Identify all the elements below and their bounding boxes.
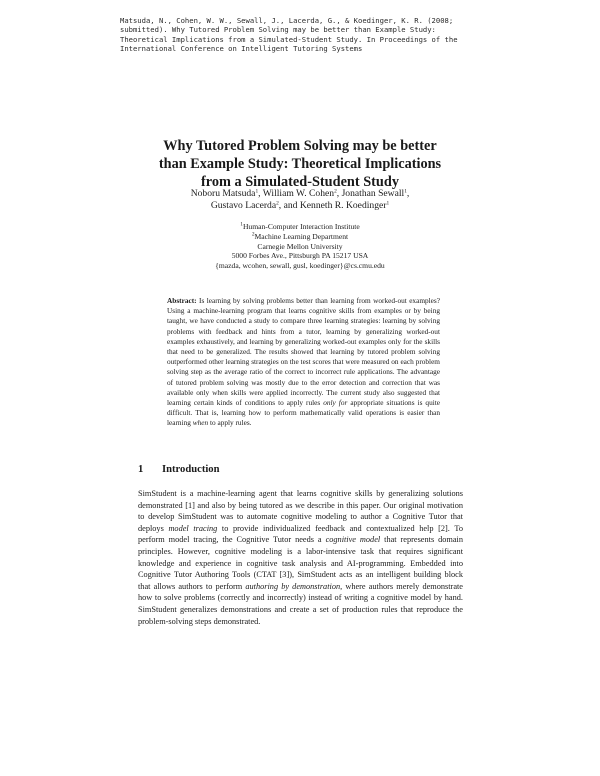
abstract [167, 296, 440, 429]
section-title: Introduction [162, 464, 220, 475]
affiliation-marker: 2 [334, 188, 337, 195]
author-list [120, 188, 480, 213]
affiliation-marker: 1 [240, 221, 243, 228]
abstract-emphasis: only for [323, 398, 348, 408]
author-name: Kenneth R. Koedinger [299, 200, 387, 212]
title-line: from a Simulated-Student Study [201, 174, 399, 190]
affiliation-marker: 2 [276, 200, 279, 207]
abstract-label: Abstract: [167, 296, 197, 305]
body-emphasis: authoring by demonstration [245, 581, 341, 591]
intro-paragraph [138, 488, 463, 627]
author-line-1 [120, 188, 480, 200]
affiliation-marker: 2 [251, 231, 255, 238]
author-name: Gustavo Lacerda [210, 200, 277, 212]
section-heading [138, 463, 468, 476]
author-separator: , and [278, 200, 300, 212]
paper-title [100, 137, 500, 191]
author-name: William W. Cohen [262, 188, 335, 199]
email-list: {mazda, wcohen, sewall, gusl, koedinger}@cs.cmu.edu [215, 261, 385, 271]
section-number: 1 [138, 464, 144, 475]
author-separator: , [406, 188, 410, 199]
body-text: to provide individualized feedback and contextualized help [2]. To perform model tracing, the Cognitive Tutor needs a [138, 523, 463, 545]
abstract-text: appropriate situations is quite difficult. That is, learning how to perform mathematically valid operations is easier than learning [167, 398, 441, 428]
abstract-text: Is learning by solving problems better than learning from worked-out examples? Using a machine-learning program that learns cognitive skills from examples or by being taught, we have conducted a study to compare three learning strategies: learning by solving problems with feedback and hints from a tutor, learning by generalizing worked-out examples exhaustively, and learning by generalizing worked-out examples only for the skills that need to be generalized. The results showed that learning by tutored problem solving outperformed other learning strategies on the test scores that were measured on each problem solving step as the average ratio of the correct to incorrect rule applications. The advantage of tutored problem solving was mostly due to the error detection and correction that was available only when skills were applied incorrectly. The current study also suggested that learning certain kinds of conditions to apply rules [167, 296, 440, 408]
abstract-text: to apply rules. [208, 418, 252, 428]
author-separator: , [336, 188, 342, 199]
author-name: Jonathan Sewall [341, 188, 405, 199]
title-line: Why Tutored Problem Solving may be better [163, 138, 437, 154]
body-text: SimStudent is a machine-learning agent that learns cognitive skills by generalizing solutions demonstrated [1] and also by being tutored as we describe in this paper. Our original motivation to develop SimStudent was to automate cognitive modeling to author a Cognitive Tutor that deploys [138, 489, 463, 533]
body-emphasis: cognitive model [325, 535, 381, 545]
body-text: that represents domain principles. However, cognitive modeling is a labor-intensive task that requires significant knowledge and experience in cognitive task analysis and AI-programming. Embedded into Cognitive Tutor Authoring Tools (CTAT [3]), SimStudent acts as an intelligent building block that allows authors to perform [138, 535, 464, 591]
title-line: than Example Study: Theoretical Implications [158, 156, 442, 172]
body-emphasis: model tracing [168, 523, 218, 533]
abstract-emphasis: when [192, 418, 209, 428]
affiliations [150, 222, 450, 271]
department-name: Machine Learning Department [254, 231, 349, 241]
university-name: Carnegie Mellon University [257, 241, 343, 251]
author-separator: , [258, 188, 263, 199]
affiliation-marker: 1 [386, 200, 390, 207]
author-name: Noboru Matsuda [190, 188, 256, 199]
affiliation-marker: 1 [404, 188, 407, 195]
postal-address: 5000 Forbes Ave., Pittsburgh PA 15217 USA [231, 251, 369, 261]
affiliation-1 [150, 222, 450, 232]
affiliation-2 [150, 232, 450, 242]
affiliation-marker: 1 [255, 188, 259, 195]
author-line-2 [120, 200, 480, 212]
body-text: , where authors merely demonstrate how to solve problems (correctly and incorrectly) instead of writing a cognitive model by hand. SimStudent generalizes demonstrations and create a set of production rules that reproduce the problem-solving steps demonstrated. [138, 581, 463, 626]
citation-note: Matsuda, N., Cohen, W. W., Sewall, J., Lacerda, G., & Koedinger, K. R. (2008; submitted). Why Tutored Problem Solving may be better than Example Study: Theoretical Implications from a Simulated-Student Study. In Proceedings of the International Conference on Intelligent Tutoring Systems [120, 16, 458, 54]
institute-name: Human-Computer Interaction Institute [242, 222, 360, 231]
